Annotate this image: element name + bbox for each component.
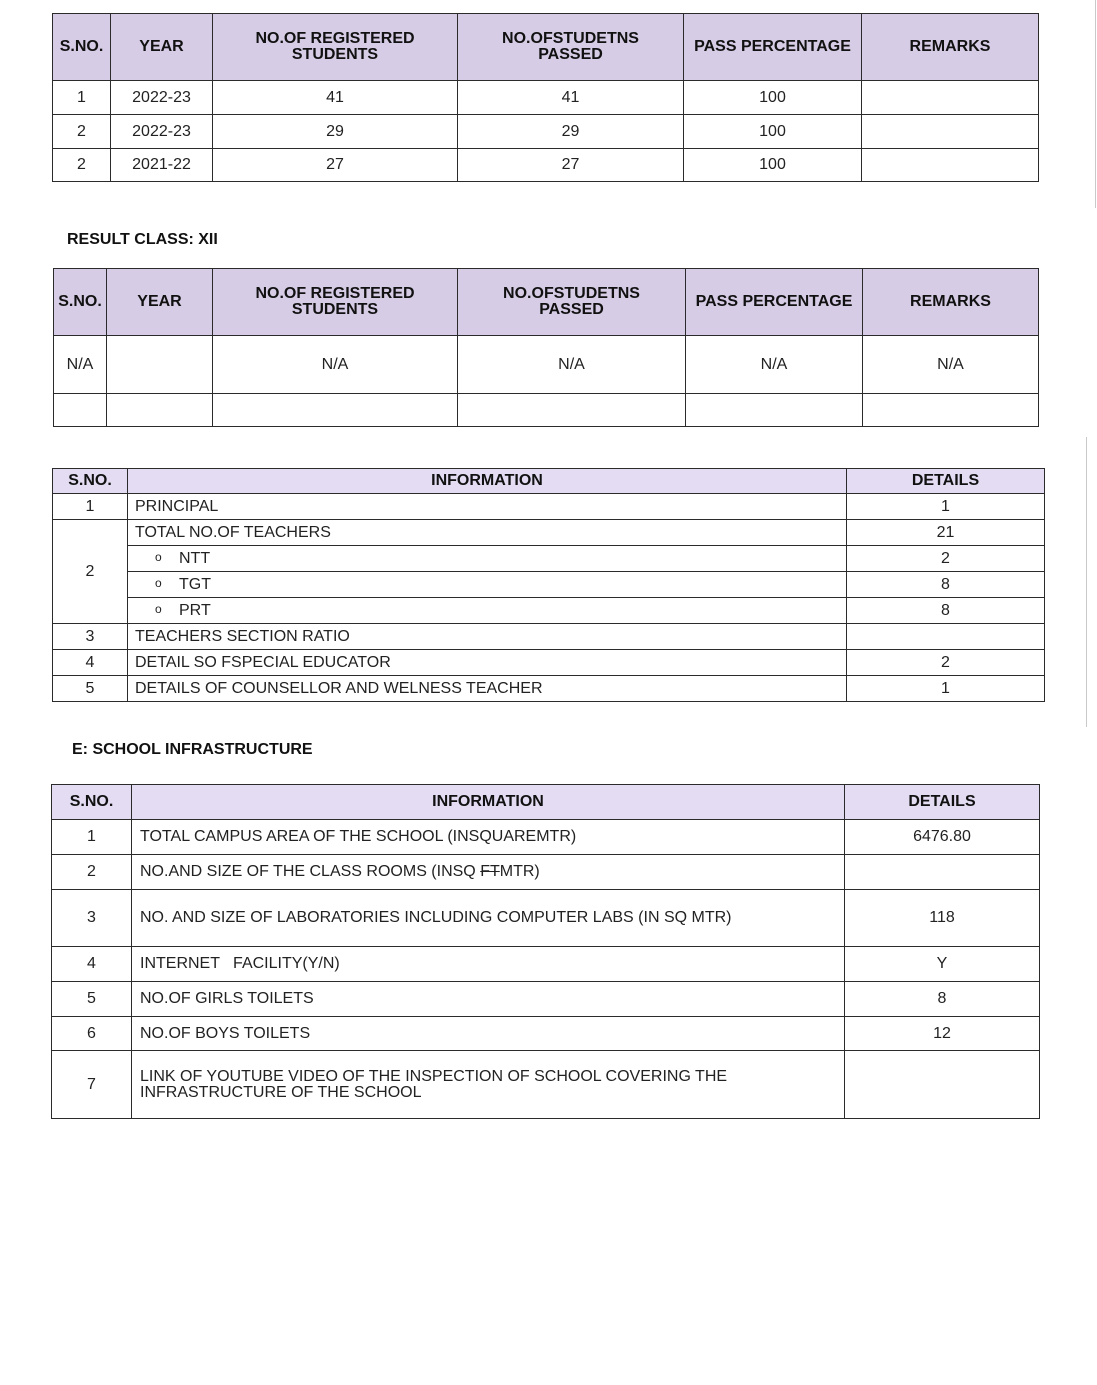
cell-info-text-end: MTR) bbox=[499, 863, 540, 880]
header-sno: S.NO. bbox=[52, 785, 132, 820]
table-row bbox=[52, 982, 1040, 1017]
cell-passed: 27 bbox=[458, 149, 684, 182]
table-row bbox=[53, 149, 1039, 182]
header-remarks: REMARKS bbox=[862, 14, 1039, 81]
table-row bbox=[53, 650, 1045, 676]
table-row bbox=[54, 336, 1039, 394]
cell-details bbox=[845, 855, 1040, 890]
header-registered-students: NO.OF REGISTERED STUDENTS bbox=[213, 14, 458, 81]
cell-info: NO.OF GIRLS TOILETS bbox=[132, 982, 845, 1017]
cell-percentage bbox=[686, 394, 863, 427]
cell-sno: N/A bbox=[54, 336, 107, 394]
header-information: INFORMATION bbox=[132, 785, 845, 820]
cell-sno: 1 bbox=[53, 81, 111, 115]
cell-details bbox=[847, 624, 1045, 650]
staff-details-table bbox=[52, 468, 1045, 702]
cell-sno bbox=[54, 394, 107, 427]
header-information: INFORMATION bbox=[128, 469, 847, 494]
cell-year bbox=[107, 394, 213, 427]
school-infrastructure-table bbox=[51, 784, 1040, 1119]
cell-sno: 3 bbox=[53, 624, 128, 650]
cell-sno: 3 bbox=[52, 890, 132, 947]
cell-sno: 2 bbox=[53, 520, 128, 624]
cell-details: 8 bbox=[847, 572, 1045, 598]
cell-percentage: 100 bbox=[684, 115, 862, 149]
cell-percentage: 100 bbox=[684, 81, 862, 115]
cell-info-text: PRT bbox=[179, 601, 211, 619]
cell-remarks bbox=[862, 81, 1039, 115]
cell-info: DETAIL SO FSPECIAL EDUCATOR bbox=[128, 650, 847, 676]
header-pass-percentage: PASS PERCENTAGE bbox=[684, 14, 862, 81]
cell-info: TOTAL NO.OF TEACHERS bbox=[128, 520, 847, 546]
cell-info-text: TGT bbox=[179, 575, 211, 593]
page-edge-line-mid bbox=[1086, 437, 1087, 727]
cell-registered: 27 bbox=[213, 149, 458, 182]
cell-details bbox=[845, 1051, 1040, 1119]
cell-info: DETAILS OF COUNSELLOR AND WELNESS TEACHER bbox=[128, 676, 847, 702]
school-infrastructure-heading: E: SCHOOL INFRASTRUCTURE bbox=[72, 741, 313, 758]
page-edge-line-top bbox=[1095, 0, 1096, 208]
bullet-icon: o bbox=[155, 601, 162, 616]
cell-info bbox=[128, 546, 847, 572]
cell-registered: 29 bbox=[213, 115, 458, 149]
cell-details: 8 bbox=[845, 982, 1040, 1017]
cell-info: NO.OF BOYS TOILETS bbox=[132, 1017, 845, 1051]
cell-sno: 6 bbox=[52, 1017, 132, 1051]
header-students-passed: NO.OFSTUDETNS PASSED bbox=[458, 269, 686, 336]
cell-passed: N/A bbox=[458, 336, 686, 394]
cell-details: Y bbox=[845, 947, 1040, 982]
cell-details: 21 bbox=[847, 520, 1045, 546]
header-sno: S.NO. bbox=[53, 469, 128, 494]
table-row bbox=[53, 520, 1045, 546]
table-row bbox=[54, 394, 1039, 427]
header-year: YEAR bbox=[107, 269, 213, 336]
cell-passed: 29 bbox=[458, 115, 684, 149]
struck-text: FT bbox=[480, 863, 500, 880]
cell-info bbox=[132, 855, 845, 890]
table-row bbox=[53, 598, 1045, 624]
header-students-passed: NO.OFSTUDETNS PASSED bbox=[458, 14, 684, 81]
cell-registered: 41 bbox=[213, 81, 458, 115]
cell-details: 6476.80 bbox=[845, 820, 1040, 855]
cell-year: 2022-23 bbox=[111, 81, 213, 115]
cell-remarks: N/A bbox=[863, 336, 1039, 394]
cell-info bbox=[128, 572, 847, 598]
cell-sno: 7 bbox=[52, 1051, 132, 1119]
table-row bbox=[53, 115, 1039, 149]
header-details: DETAILS bbox=[847, 469, 1045, 494]
bullet-icon: o bbox=[155, 549, 162, 564]
table-row bbox=[52, 890, 1040, 947]
cell-remarks bbox=[862, 115, 1039, 149]
cell-details: 2 bbox=[847, 650, 1045, 676]
cell-sno: 5 bbox=[53, 676, 128, 702]
result-class-x-table bbox=[52, 13, 1039, 182]
cell-registered: N/A bbox=[213, 336, 458, 394]
bullet-icon: o bbox=[155, 575, 162, 590]
cell-info: PRINCIPAL bbox=[128, 494, 847, 520]
table-row bbox=[52, 1051, 1040, 1119]
cell-details: 12 bbox=[845, 1017, 1040, 1051]
header-pass-percentage: PASS PERCENTAGE bbox=[686, 269, 863, 336]
cell-info: LINK OF YOUTUBE VIDEO OF THE INSPECTION OF SCHOOL COVERING THE INFRASTRUCTURE OF THE SCHOOL bbox=[132, 1051, 845, 1119]
header-registered-students: NO.OF REGISTERED STUDENTS bbox=[213, 269, 458, 336]
cell-info: TEACHERS SECTION RATIO bbox=[128, 624, 847, 650]
result-class-xii-heading: RESULT CLASS: XII bbox=[67, 231, 218, 248]
header-details: DETAILS bbox=[845, 785, 1040, 820]
cell-details: 1 bbox=[847, 676, 1045, 702]
header-remarks: REMARKS bbox=[863, 269, 1039, 336]
cell-passed bbox=[458, 394, 686, 427]
cell-sno: 4 bbox=[52, 947, 132, 982]
table-row bbox=[53, 546, 1045, 572]
cell-percentage: N/A bbox=[686, 336, 863, 394]
table-row bbox=[53, 572, 1045, 598]
table-row bbox=[53, 624, 1045, 650]
table-row bbox=[53, 676, 1045, 702]
cell-sno: 1 bbox=[52, 820, 132, 855]
table-row bbox=[53, 81, 1039, 115]
cell-info: TOTAL CAMPUS AREA OF THE SCHOOL (INSQUAREMTR) bbox=[132, 820, 845, 855]
cell-details: 2 bbox=[847, 546, 1045, 572]
cell-details: 8 bbox=[847, 598, 1045, 624]
table-row bbox=[52, 947, 1040, 982]
cell-remarks bbox=[863, 394, 1039, 427]
cell-info: NO. AND SIZE OF LABORATORIES INCLUDING COMPUTER LABS (IN SQ MTR) bbox=[132, 890, 845, 947]
cell-details: 118 bbox=[845, 890, 1040, 947]
table-row bbox=[52, 1017, 1040, 1051]
header-year: YEAR bbox=[111, 14, 213, 81]
cell-registered bbox=[213, 394, 458, 427]
cell-info bbox=[128, 598, 847, 624]
cell-year: 2022-23 bbox=[111, 115, 213, 149]
cell-sno: 1 bbox=[53, 494, 128, 520]
cell-info: INTERNET FACILITY(Y/N) bbox=[132, 947, 845, 982]
cell-sno: 2 bbox=[52, 855, 132, 890]
cell-sno: 4 bbox=[53, 650, 128, 676]
header-sno: S.NO. bbox=[54, 269, 107, 336]
cell-remarks bbox=[862, 149, 1039, 182]
cell-sno: 2 bbox=[53, 149, 111, 182]
cell-percentage: 100 bbox=[684, 149, 862, 182]
cell-info-text: NO.AND SIZE OF THE CLASS ROOMS (INSQ bbox=[140, 863, 481, 880]
cell-info-text: NTT bbox=[179, 549, 211, 567]
cell-sno: 5 bbox=[52, 982, 132, 1017]
cell-details: 1 bbox=[847, 494, 1045, 520]
table-row bbox=[53, 494, 1045, 520]
result-class-xii-table bbox=[53, 268, 1039, 427]
cell-year: 2021-22 bbox=[111, 149, 213, 182]
header-sno: S.NO. bbox=[53, 14, 111, 81]
table-row bbox=[52, 855, 1040, 890]
cell-year bbox=[107, 336, 213, 394]
table-row bbox=[52, 820, 1040, 855]
cell-passed: 41 bbox=[458, 81, 684, 115]
cell-sno: 2 bbox=[53, 115, 111, 149]
